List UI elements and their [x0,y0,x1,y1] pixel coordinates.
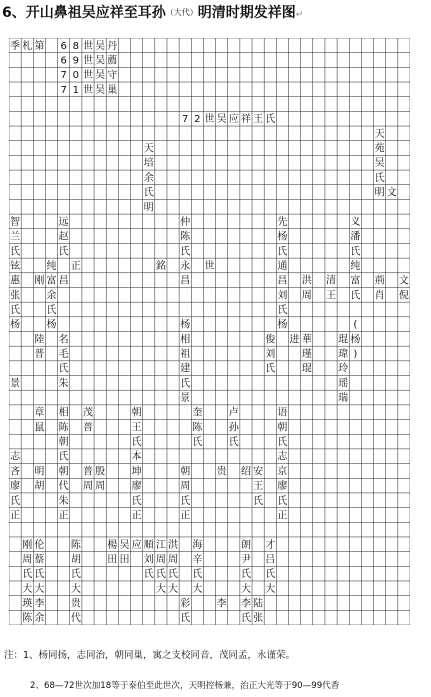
grid-cell-text: 吝 [10,466,21,478]
grid-cell-text: 陈 [192,422,203,434]
grid-cell-text: 志 [10,451,21,463]
grid-cell-text: 氏 [22,569,33,581]
grid-cell-text: 景 [180,393,191,405]
grid-cell-text: 瑾 [301,349,312,361]
grid-cell-text: 氏 [58,451,69,463]
grid-cell-text: 玲 [338,363,349,375]
grid-cell-text: 仲 [180,216,191,228]
grid-cell-text: 8 [72,40,80,52]
grid-cell-text: 昌 [58,275,69,287]
grid-cell-text: 吴 [95,70,106,82]
grid-cell-text: 7 [182,114,189,126]
grid-cell-text: 世 [204,260,215,272]
grid-cell-text: 吴 [95,55,106,67]
grid-cell-text: 苑 [374,143,385,155]
grid-cell-text: 培 [143,158,154,170]
grid-cell-text: 章 [34,407,45,419]
grid-cell-text: 吴 [119,539,130,551]
grid-cell-text: 氏 [10,495,21,507]
grid-cell-text: 卢 [228,407,239,419]
grid-cell-text: 应 [131,539,142,551]
title-main: 6、开山鼻祖吴应祥至耳孙 [2,5,166,21]
grid-cell-text: 贵 [216,466,227,478]
grid-cell-text: 铉 [10,260,21,272]
grid-cell-text: 吴 [374,158,385,170]
grid-cell-text: 杨 [277,319,288,331]
grid-cell-text: 大 [168,583,179,595]
grid-cell-text: 永 [180,260,191,272]
grid-cell-text: 明 [143,202,154,214]
grid-cell-text: 兰 [10,231,21,243]
grid-cell-text: 氏 [277,437,288,449]
grid-cell-text: 氏 [350,290,361,302]
grid-cell-text: 贵 [70,598,81,610]
grid-cell-text: 胡 [70,554,81,566]
grid-cell-text: 坤 [131,466,142,478]
grid-cell-text: 相 [180,334,191,346]
grid-cell-text: 刘 [265,349,276,361]
grid-cell-text: 祖 [180,349,191,361]
grid-cell-text: 普 [82,422,93,434]
grid-cell-text: 氏 [143,187,154,199]
grid-cell-text: 王 [253,114,264,126]
grid-cell-text: 氏 [192,437,203,449]
grid-cell-text: 尹 [240,554,251,566]
grid-cell-text: 楊 [107,539,118,551]
grid-cell-text: 正 [58,510,69,522]
grid-cell-text: 正 [131,510,142,522]
grid-cell-text: 通 [277,260,288,272]
grid-cell-text: 陸 [34,334,45,346]
grid-cell-text: 彩 [180,598,191,610]
grid-cell-text: 余 [34,613,45,625]
grid-cell-text: 刘 [277,290,288,302]
grid-cell-text: ) [353,349,358,361]
grid-cell-text: 周 [301,290,312,302]
grid-cell-text: 明 [34,466,45,478]
grid-cell-text: 惠 [10,275,21,287]
grid-cell-text: 普 [82,466,93,478]
grid-cell-text: 氏 [265,114,276,126]
grid-cell-text: 廖 [131,481,142,493]
title-sub: （大代） [165,8,198,17]
grid-cell-text: 义 [350,216,361,228]
grid-cell-text: 俊 [265,334,276,346]
note-line-2: 2、68—72世次加18等于泰伯至此世次，天明控杨兼，治正大光等于90—99代香 [30,681,340,691]
grid-cell-text: 朗 [240,539,251,551]
grid-cell-text: 氏 [228,437,239,449]
grid-cell-text: 氏 [131,437,142,449]
grid-cell-text: 海 [192,539,203,551]
grid-cell-text: 氏 [180,495,191,507]
grid-cell-text: 昌 [277,275,288,287]
grid-cell-text: 朝 [131,407,142,419]
grid-cell-text: 志 [277,451,288,463]
grid-cell-text: 王 [131,422,142,434]
grid-cell-text: 氏 [277,495,288,507]
grid-cell-text: 周 [22,554,33,566]
grid-cell-text: 氏 [58,246,69,258]
grid-cell-text: 銘 [155,260,166,272]
grid-cell-text: 守 [107,70,118,82]
grid-cell-text: 大 [70,583,81,595]
grid-cell-text: 荊 [374,275,385,287]
grid-cell-text: 杨 [277,231,288,243]
grid-cell-text: 孙 [228,422,239,434]
grid-cell-text: 殷 [95,466,106,478]
grid-cell-text: 清 [326,275,337,287]
grid-cell-text: 名 [58,334,69,346]
grid-cell-text: 朱 [58,495,69,507]
grid-cell-text: 刚 [22,539,33,551]
grid-cell-text: 周 [180,481,191,493]
grid-cell-text: 吴 [95,84,106,96]
grid-cell-text: 本 [131,451,142,463]
grid-cell-text: 琨 [301,363,312,375]
grid-cell-text: 李 [34,598,45,610]
grid-cell-text: ( [353,319,358,331]
grid-cell-text: 语 [277,407,288,419]
grid-cell-text: 季 [10,40,21,52]
grid-cell-text: 1 [72,84,80,96]
grid-cell-text: 才 [265,539,276,551]
grid-cell-text: 昌 [180,275,191,287]
grid-cell-text: 瑞 [338,393,349,405]
grid-cell-text: 氏 [46,304,57,316]
grid-cell-text: 氏 [253,495,264,507]
grid-cell-text: 代 [58,481,69,493]
grid-cell-text: 文 [386,187,397,199]
grid-cell-text: 相 [58,407,69,419]
grid-cell-text: 琨 [338,334,349,346]
grid-cell-text: 茂 [82,407,93,419]
grid-cell-text: 大 [155,583,166,595]
grid-cell-text: 6 [60,55,67,67]
grid-cell-text: 京 [277,466,288,478]
grid-cell-text: 大 [34,583,45,595]
grid-cell-text: 张 [253,613,264,625]
grid-cell-text: 伦 [34,539,45,551]
grid-cell-text: 进 [289,334,300,346]
grid-cell-text: 纯 [350,260,361,272]
grid-cell-text: 9 [72,55,80,67]
grid-cell-text: 潘 [350,231,361,243]
grid-cell-text: 周 [82,481,93,493]
grid-cell-text: 周 [155,554,166,566]
grid-cell-text: 文 [398,275,409,287]
grid-cell-text: 鼠 [34,422,45,434]
grid-cell-text: 张 [10,290,21,302]
grid-cell-text: 洪 [301,275,312,287]
grid-cell-text: 奎 [192,407,203,419]
grid-cell-text: 洪 [168,539,179,551]
grid-cell-text: 应 [228,114,239,126]
grid-cell-text: 吴 [95,40,106,52]
grid-cell-text: 天 [374,128,385,140]
grid-cell-text: 赵 [58,231,69,243]
grid-cell-text: 世 [82,84,93,96]
grid-cell-text: 朝 [58,466,69,478]
grid-cell-text: 田 [119,554,130,566]
grid-cell-text: 氏 [168,569,179,581]
grid-cell-text: 富 [350,275,361,287]
grid-cell-text: 陈 [180,231,191,243]
grid-cell-text: 2 [194,114,201,126]
grid-cell-text: 第 [34,40,45,52]
grid-cell-text: 世 [204,114,215,126]
grid-cell-text: 刘 [143,554,154,566]
grid-cell-text: 正 [180,510,191,522]
grid-cell-text: 江 [155,539,166,551]
grid-cell-text: 先 [277,216,288,228]
grid-cell-text: 智 [10,216,21,228]
note-line-1: 注：1、杨同扬，志同治，朝同巢，寓之支校同音，茂同孟，永谨荣。 [4,650,296,661]
grid-cell-text: 杨 [180,319,191,331]
grid-cell-text: 0 [72,70,80,82]
grid-cell-text: 吕 [265,554,276,566]
genealogy-grid [9,38,410,625]
grid-cell-text: 氏 [277,246,288,258]
grid-cell-text: 陈 [58,422,69,434]
grid-cell-text: 田 [107,554,118,566]
grid-cell-text: 陆 [253,598,264,610]
grid-cell-text: 7 [60,84,67,96]
grid-cell-text: 陈 [22,613,33,625]
grid-cell-text: 正 [10,510,21,522]
grid-cell-text: 氏 [155,569,166,581]
grid-cell-text: 7 [60,70,67,82]
grid-cell-text: 瑋 [338,349,349,361]
grid-cell-text: 世 [82,70,93,82]
grid-cell-text: 順 [143,539,154,551]
grid-cell-text: 氏 [10,246,21,258]
grid-cell-text: 正 [277,510,288,522]
grid-cell-text: 绍 [240,466,251,478]
grid-cell-text: 氏 [240,569,251,581]
grid-cell-text: 王 [253,481,264,493]
grid-cell-text: 世 [82,40,93,52]
grid-cell-text: 氏 [180,613,191,625]
grid-cell-text: 正 [70,260,81,272]
grid-cell-text: 氏 [143,569,154,581]
grid-cell-text: 安 [253,466,264,478]
grid-cell-text: 瑛 [22,598,33,610]
grid-cell-text: 杨 [350,334,361,346]
grid-cell-text: 大 [240,583,251,595]
grid-cell-text: 世 [82,55,93,67]
grid-cell-text: 朱 [58,378,69,390]
grid-cell-text: 氏 [180,246,191,258]
grid-cell-text: 大 [22,583,33,595]
grid-cell-text: 蔡 [34,554,45,566]
grid-cell-text: 毛 [58,349,69,361]
grid-cell-text: 杨 [10,319,21,331]
grid-cell-text: 華 [301,334,312,346]
grid-cell-text: 氏 [192,569,203,581]
grid-cell-text: 朝 [180,466,191,478]
grid-cell-text: 刚 [34,275,45,287]
grid-cell-text: 大 [192,583,203,595]
grid-cell-text: 李 [240,598,251,610]
grid-cell-text: 氏 [240,613,251,625]
grid-cell-text: 祥 [240,114,251,126]
grid-cell-text: 丹 [107,40,118,52]
grid-cell-text: 余 [46,290,57,302]
grid-cell-text: 建 [180,363,191,375]
grid-cell-text: 富 [46,275,57,287]
grid-cell-text: 大 [265,583,276,595]
grid-cell-text: 朝 [58,437,69,449]
title-suffix: 明清时期发祥图 [197,5,296,21]
grid-cell-text: 杨 [46,319,57,331]
grid-cell-text: 6 [60,40,67,52]
grid-cell-text: 氏 [58,363,69,375]
grid-cell-text: 氏 [277,304,288,316]
grid-cell-text: 周 [95,481,106,493]
grid-cell-text: 远 [58,216,69,228]
grid-cell-text: 余 [143,172,154,184]
grid-cell-text: 吴 [216,114,227,126]
grid-cell-text: 倪 [398,290,409,302]
page-title [2,2,429,24]
grid-cell-text: 氏 [180,378,191,390]
grid-cell-text: 景 [10,378,21,390]
grid-cell-text: 氏 [374,172,385,184]
grid-cell-text: 周 [168,554,179,566]
grid-cell-text: 氏 [10,304,21,316]
grid-cell-text: 普 [34,349,45,361]
grid-cell-text: 氏 [34,569,45,581]
grid-cell-text: 肖 [374,290,385,302]
grid-cell-text: 辛 [192,554,203,566]
grid-cell-text: 朝 [277,422,288,434]
grid-cell-text: 李 [216,598,227,610]
grid-cell-text: 氏 [265,363,276,375]
grid-cell-text: 瑶 [338,378,349,390]
grid-cell-text: 明 [374,187,385,199]
grid-cell-text: 札 [22,40,33,52]
notes-block [4,648,428,696]
grid-cell-text: 薦 [107,55,118,67]
grid-cell-text: 王 [326,290,337,302]
grid-cell-text: 廖 [10,481,21,493]
grid-cell-text: 纯 [46,260,57,272]
grid-cell-text: 胡 [34,481,45,493]
grid-cell-text: 代 [70,613,81,625]
grid-cell-text: 氏 [131,495,142,507]
grid-cell-text: 氏 [70,569,81,581]
grid-cell-text: 廖 [277,481,288,493]
grid-cell-text: 氏 [265,569,276,581]
grid-cell-text: 陈 [70,539,81,551]
grid-cell-text: 天 [143,143,154,155]
grid-cell-text: 巢 [107,84,118,96]
paragraph-mark-icon: ↵ [295,10,304,20]
grid-cell-text: 氏 [350,246,361,258]
